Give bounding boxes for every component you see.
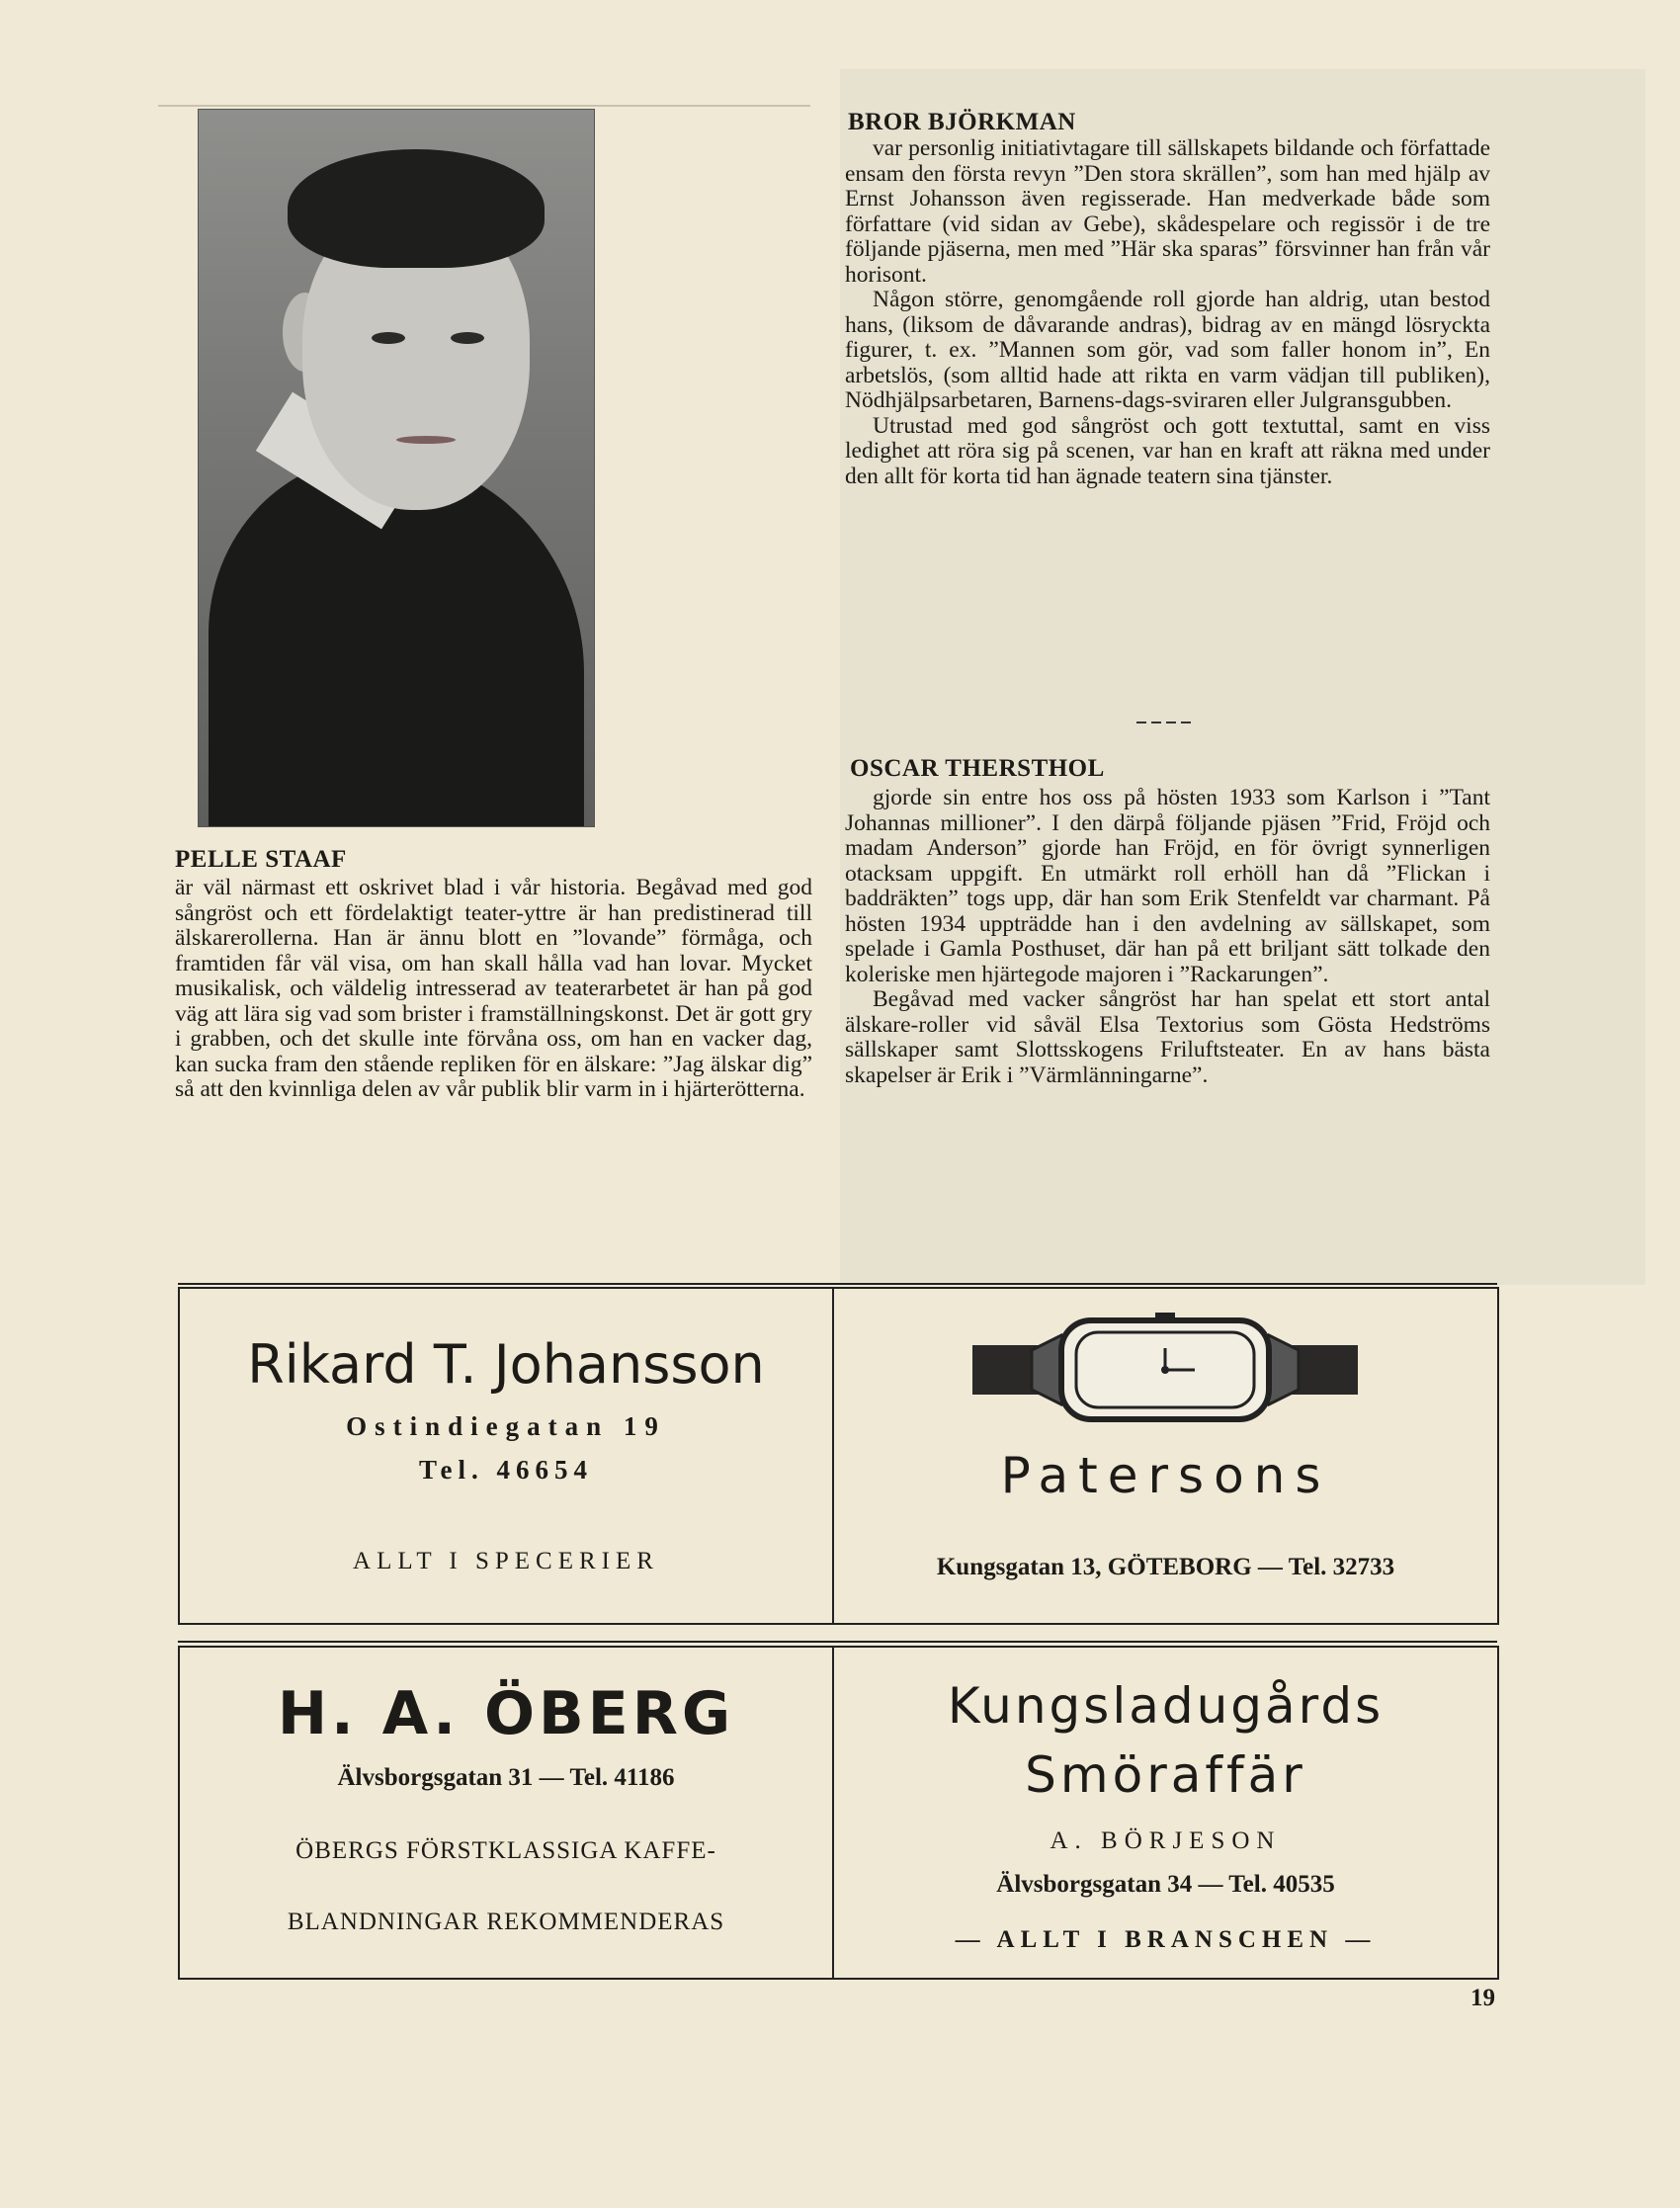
- patersons-name: Patersons: [1000, 1447, 1331, 1504]
- oberg-ad: [180, 1648, 834, 1978]
- kungsladugards-tagline: — ALLT I BRANSCHEN —: [955, 1926, 1377, 1953]
- ad-row-2: [178, 1646, 1499, 1980]
- kungsladugards-name: Kungsladugårds: [947, 1677, 1385, 1735]
- rikard-tagline: ALLT I SPECERIER: [353, 1548, 659, 1574]
- bror-article: [845, 136, 1490, 489]
- oscar-article: [845, 786, 1490, 1088]
- kungsladugards-address: Älvsborgsgatan 34 — Tel. 40535: [996, 1871, 1335, 1898]
- ad-rule: [178, 1641, 1497, 1643]
- oscar-paragraph: Begåvad med vacker sångröst har han spelat ett stort antal älskare-roller vid såväl Elsa Textorius som Gösta Hedströms sällskaper samt Slottsskogens Friluftsteater. En av hans bästa skapelser är Erik i ”Värmlänningarne”.: [845, 986, 1490, 1088]
- bror-heading: BROR BJÖRKMAN: [848, 109, 1076, 135]
- portrait-photo: [198, 109, 595, 827]
- oberg-slogan-line-1: ÖBERGS FÖRSTKLASSIGA KAFFE-: [295, 1837, 716, 1864]
- kungsladugards-ad: [834, 1648, 1497, 1978]
- bror-paragraph: Någon större, genomgående roll gjorde han aldrig, utan bestod hans, (liksom de dåvarande andras), bidrag av en mängd lösryckta figurer, t. ex. ”Mannen som gör, vad som faller honom in”, En arbetslös, (som alltid hade att rikta en varm vädjan till publiken), Nödhjälpsarbetaren, Barnens-dags-sviraren eller Julgransgubben.: [845, 287, 1490, 413]
- oberg-slogan-line-2: BLANDNINGAR REKOMMENDERAS: [287, 1909, 725, 1935]
- rikard-tel: Tel. 46654: [418, 1455, 593, 1485]
- bror-paragraph: Utrustad med god sångröst och gott textuttal, samt en viss ledighet att röra sig på scenen, var han en kraft att räkna med under den allt för korta tid han ägnade teatern sina tjänster.: [845, 412, 1490, 489]
- rikard-johansson-ad: [180, 1289, 834, 1623]
- rikard-address: Ostindiegatan 19: [346, 1411, 666, 1441]
- pelle-paragraph: är väl närmast ett oskrivet blad i vår historia. Begåvad med god sångröst och ett fördelaktigt teater-yttre är han predistinerad till älskarerollerna. Han är ännu blott en ”lovande” förmåga, och framtiden får väl visa, om han skall hålla vad han lovar. Mycket musikalisk, och väldelig intresserad av teaterarbetet är han på god väg att lära sig vad som brister i framställningskonst. Det är gott gry i grabben, och det skulle inte förvåna oss, om han en vacker dag, kan sucka fram den stående repliken för en älskare: ”Jag älskar dig” så att den kvinnliga delen av vår publik blir varm in i hjärterötterna.: [175, 875, 812, 1102]
- section-divider: [1136, 722, 1196, 723]
- pelle-heading: PELLE STAAF: [175, 846, 347, 873]
- pelle-article: [175, 876, 812, 1103]
- patersons-address: Kungsgatan 13, GÖTEBORG — Tel. 32733: [936, 1554, 1395, 1580]
- oscar-heading: OSCAR THERSTHOL: [850, 755, 1105, 782]
- ad-rule: [178, 1283, 1497, 1285]
- bror-paragraph: var personlig initiativtagare till sällskapets bildande och författade ensam den första revyn ”Den stora skrällen”, som han med hjälp av Ernst Johansson även regisserade. Han medverkade både som författare (vid sidan av Gebe), skådespelare och regissör i de tre följande pjäserna, men med ”Här ska sparas” försvinner han från vår horisont.: [845, 135, 1490, 288]
- patersons-ad: [834, 1289, 1497, 1623]
- wristwatch-icon: [972, 1311, 1358, 1429]
- oscar-paragraph: gjorde sin entre hos oss på hösten 1933 som Karlson i ”Tant Johannas millioner”. I den därpå följande pjäsen ”Frid, Fröjd och madam Anderson” gjorde han Fröjd, en för övrigt synnerligen otacksam uppgift. En utmärkt roll erhöll han då ”Flickan i baddräkten” togs upp, där han som Erik Stenfeldt var charmant. På hösten 1934 uppträdde han i den avdelning av sällskapet, som spelade i Gamla Posthuset, där han på ett briljant sätt tolkade den koleriske men hjärtegode majoren i ”Rackarungen”.: [845, 785, 1490, 987]
- rikard-name: Rikard T. Johansson: [247, 1333, 765, 1396]
- smoraffar-name: Smöraffär: [1025, 1746, 1306, 1804]
- oberg-name: H. A. ÖBERG: [277, 1679, 735, 1748]
- top-rule: [158, 105, 810, 107]
- ad-row-1: [178, 1287, 1499, 1625]
- kungsladugards-owner: A. BÖRJESON: [1050, 1827, 1282, 1854]
- oberg-address: Älvsborgsgatan 31 — Tel. 41186: [337, 1764, 675, 1791]
- page-number: 19: [1470, 1985, 1495, 2011]
